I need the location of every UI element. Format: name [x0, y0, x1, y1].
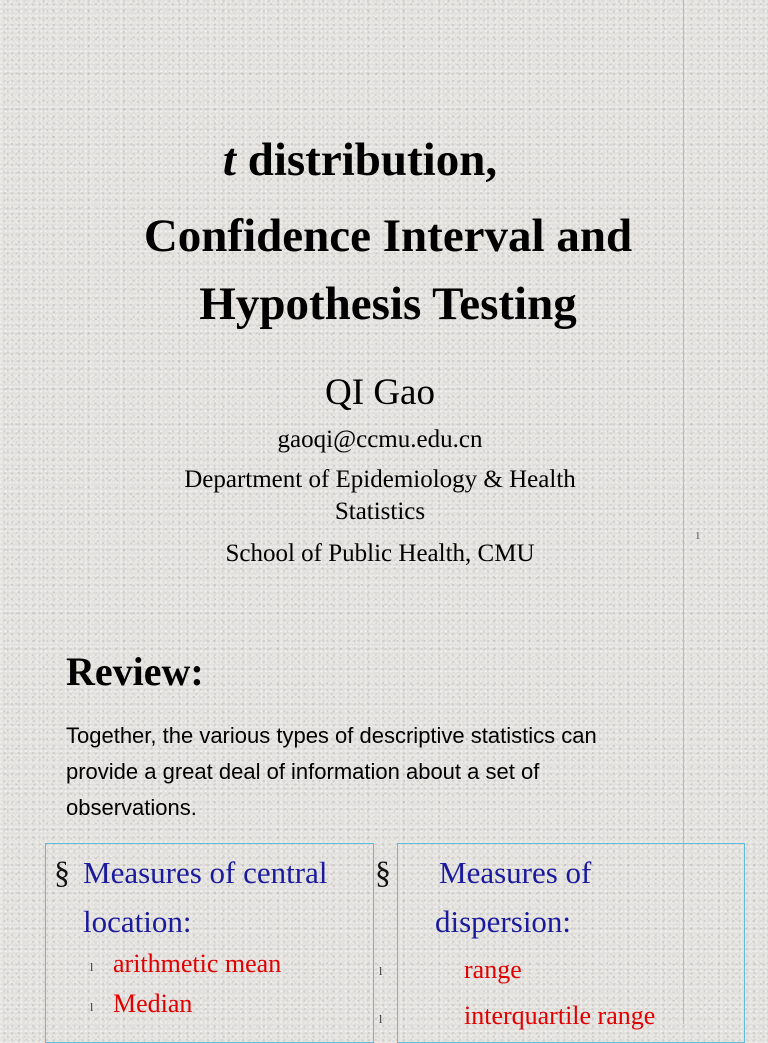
page-number: 1 — [695, 530, 701, 542]
list-item-median: Median — [113, 989, 193, 1018]
dispersion-heading-line2: dispersion: — [435, 904, 572, 939]
central-location-heading-line1: Measures of central — [83, 855, 328, 890]
review-body — [66, 718, 696, 826]
slide-title-line1 — [0, 126, 744, 194]
review-body-line1: Together, the various types of descriptive statistics can — [66, 723, 597, 748]
review-body-line3: observations. — [66, 795, 197, 820]
central-location-heading-line2: location: — [83, 904, 192, 939]
list-item-range: range — [464, 955, 522, 984]
review-heading: Review: — [66, 649, 204, 694]
author-name: QI Gao — [325, 372, 435, 413]
dispersion-box — [375, 843, 745, 1043]
title-italic-t: t — [222, 134, 236, 186]
section-bullet-icon: § — [375, 854, 391, 890]
sub-bullet-icon: l — [379, 1012, 383, 1026]
sub-bullet-icon: l — [379, 964, 383, 978]
author-email: gaoqi@ccmu.edu.cn — [277, 426, 483, 453]
sub-bullet-icon: l — [90, 1000, 94, 1014]
school-line: School of Public Health, CMU — [225, 540, 535, 567]
list-item-arithmetic-mean: arithmetic mean — [113, 949, 282, 978]
dispersion-heading-line1: Measures of — [439, 855, 592, 890]
list-item-interquartile-range: interquartile range — [464, 1001, 656, 1030]
title-line1-rest: distribution, — [235, 134, 498, 186]
central-location-box — [45, 843, 374, 1043]
department-line2: Statistics — [334, 498, 426, 525]
slide-title-line2: Confidence Interval and — [143, 210, 633, 262]
department-line1: Department of Epidemiology & Health — [184, 466, 576, 493]
review-body-line2: provide a great deal of information about a set of — [66, 759, 540, 784]
slide-title-line3: Hypothesis Testing — [199, 278, 577, 330]
sub-bullet-icon: l — [90, 960, 94, 974]
section-bullet-icon: § — [54, 854, 70, 890]
